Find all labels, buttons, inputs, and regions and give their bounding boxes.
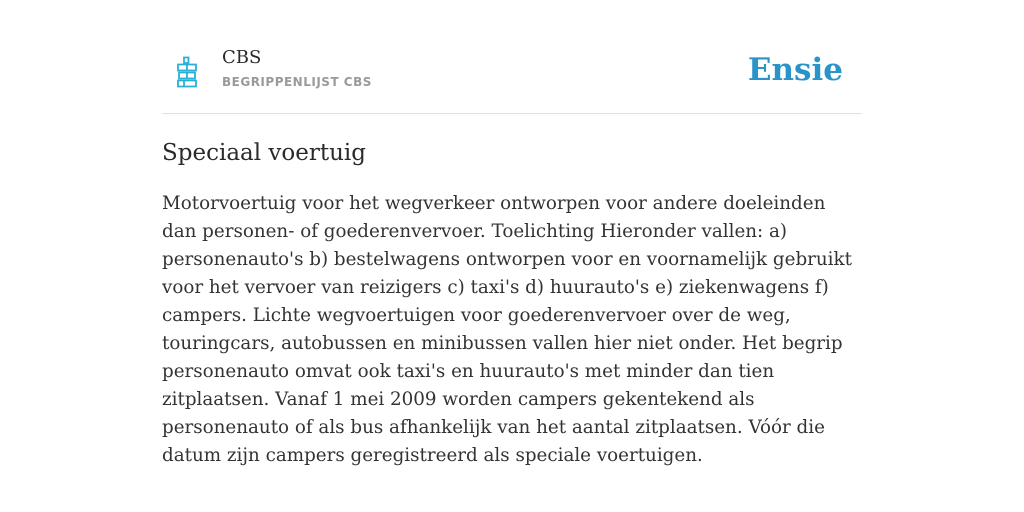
cbs-logo-icon[interactable] <box>176 56 198 88</box>
term-title: Speciaal voertuig <box>162 140 367 166</box>
source-subtitle[interactable]: BEGRIPPENLIJST CBS <box>222 75 372 89</box>
ensie-brand-logo[interactable]: Ensie <box>747 52 843 88</box>
source-title[interactable]: CBS <box>222 47 262 68</box>
definition-text: Motorvoertuig voor het wegverkeer ontworpen voor andere doeleinden dan personen- of goederenvervoer. Toelichting Hieronder vallen: a) personenauto's b) bestelwagens ontworpen voor en voornamelijk gebruikt voor het vervoer van reizigers c) taxi's d) huurauto's e) ziekenwagens f) campers. Lichte wegvoertuigen voor goederenvervoer over de weg, touringcars, autobussen en minibussen vallen hier niet onder. Het begrip personenauto omvat ook taxi's en huurauto's met minder dan tien zitplaatsen. Vanaf 1 mei 2009 worden campers gekentekend als personenauto of als bus afhankelijk van het aantal zitplaatsen. Vóór die datum zijn campers geregistreerd als speciale voertuigen. <box>162 193 852 466</box>
header <box>162 0 862 114</box>
definition-card <box>162 0 862 466</box>
